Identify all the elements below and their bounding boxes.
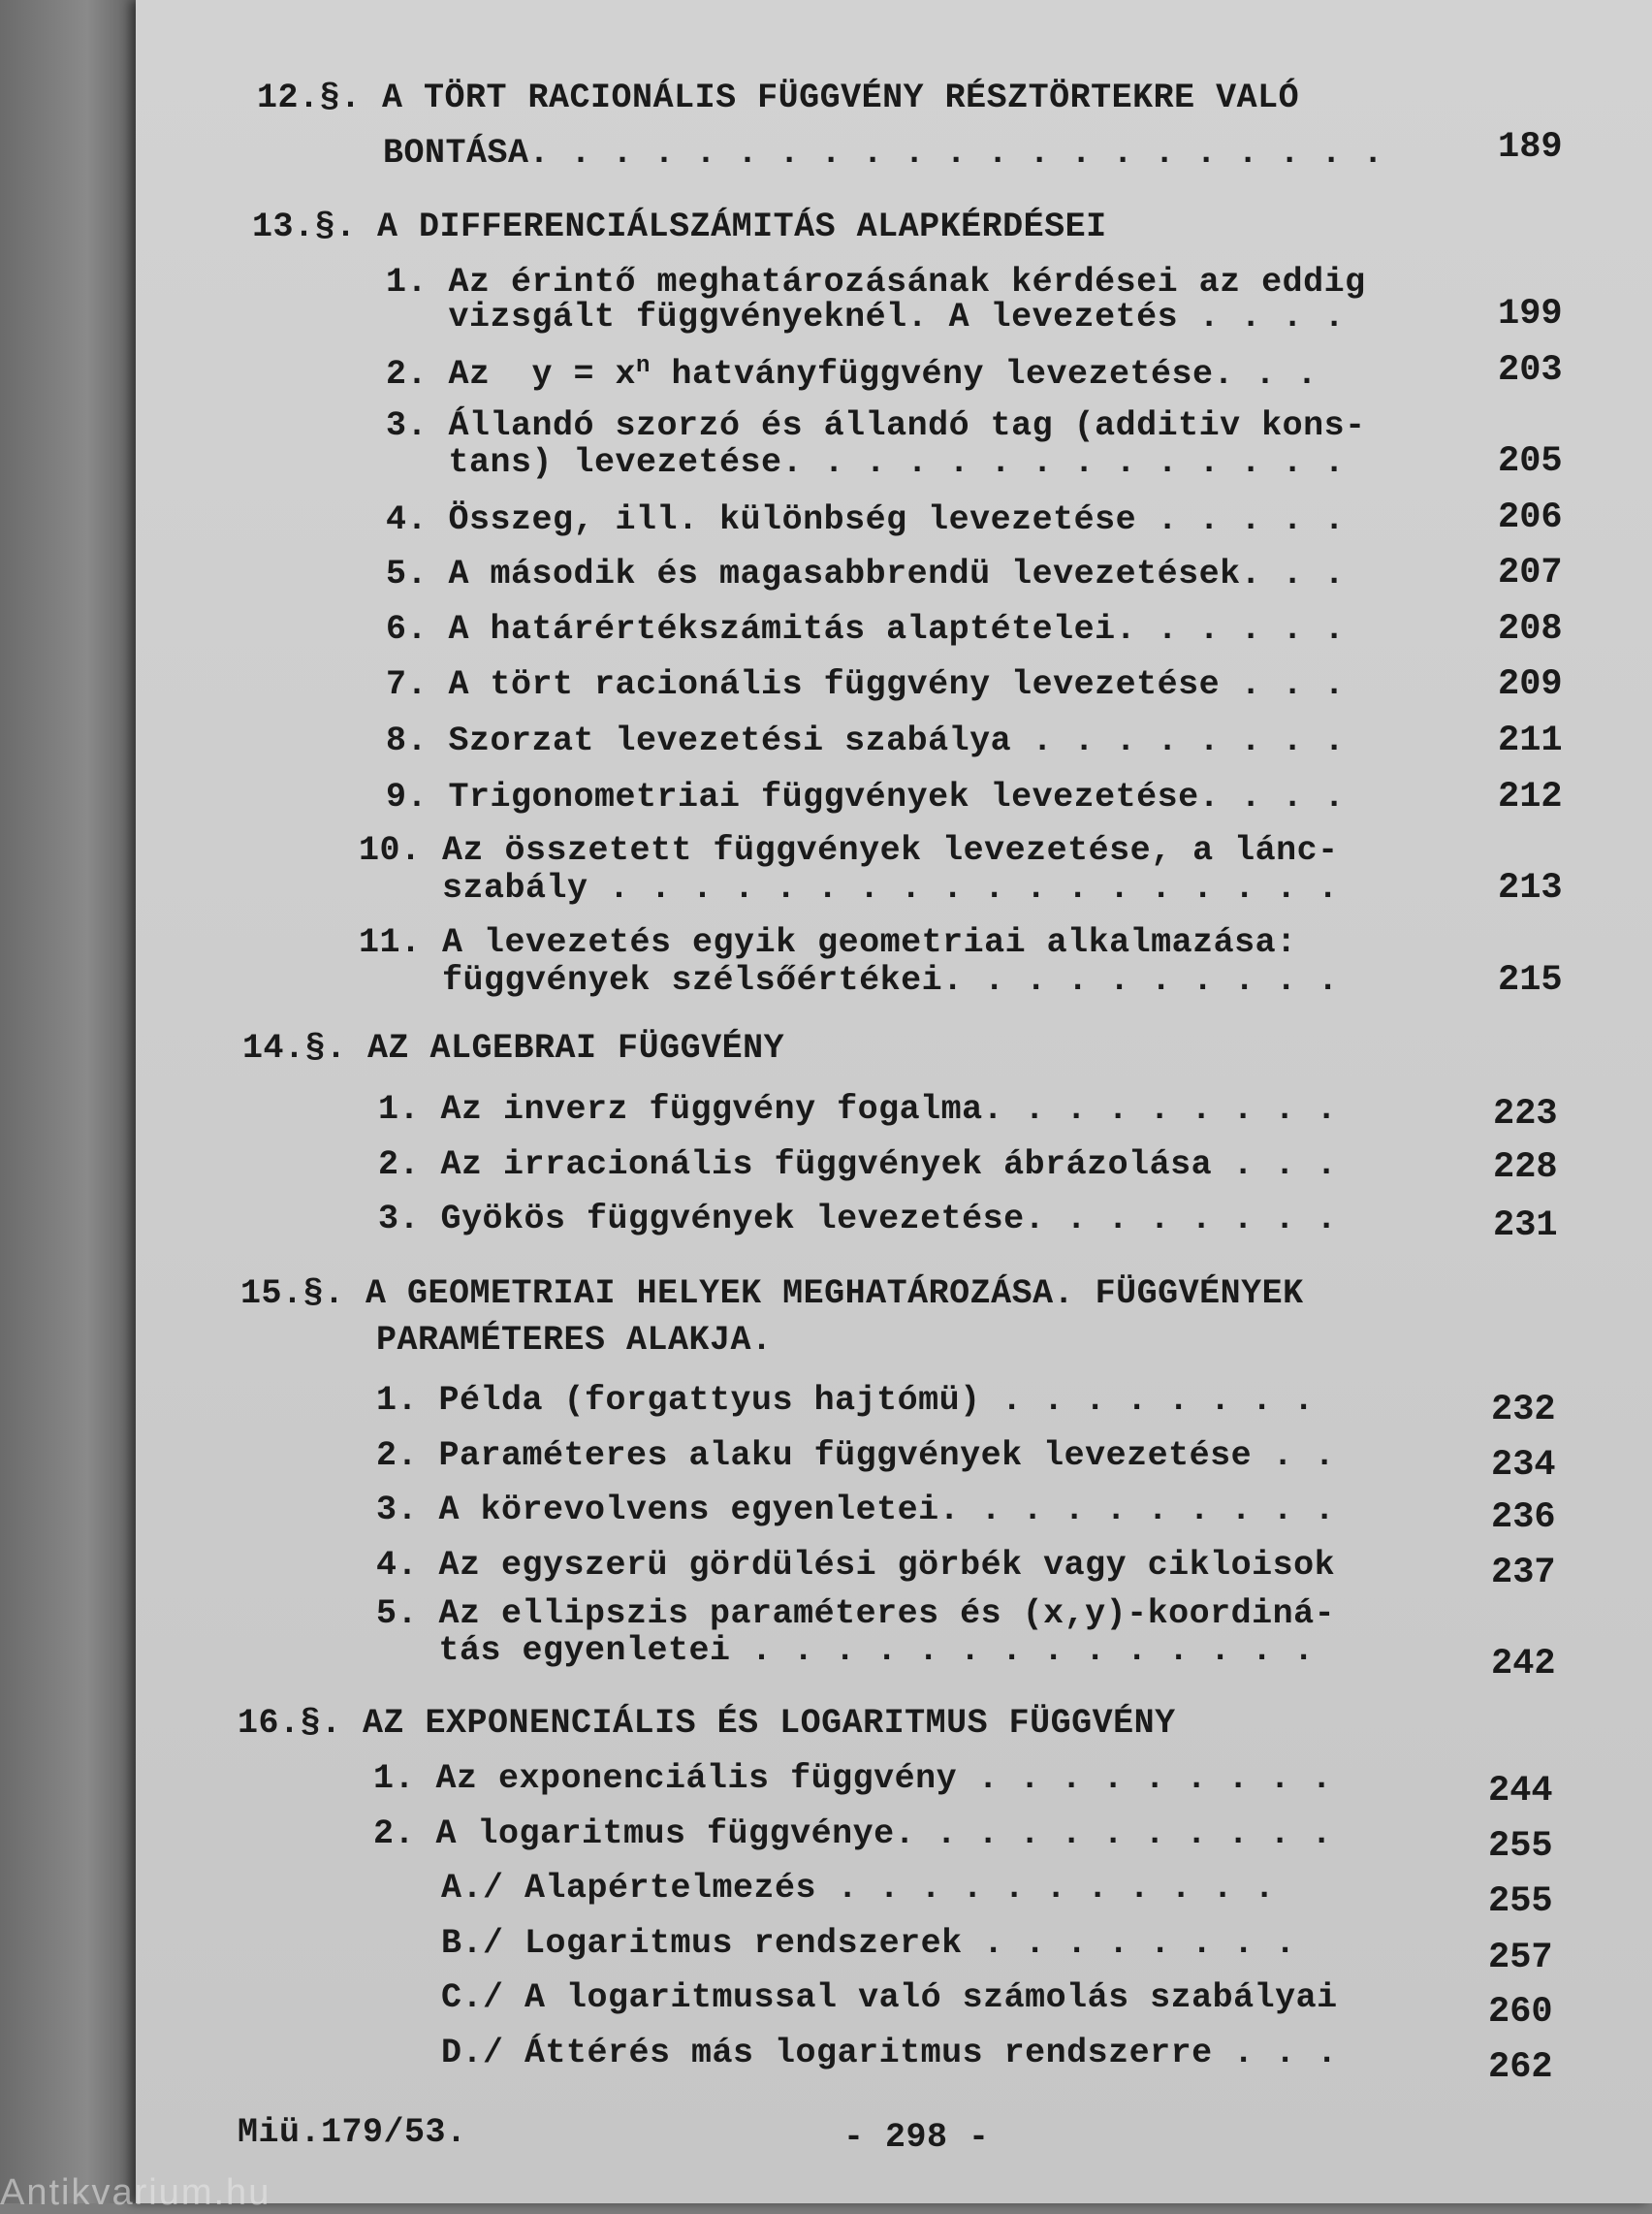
s13-item10-page: 213 (1498, 868, 1563, 909)
section-13-title: 13.§. A DIFFERENCIÁLSZÁMITÁS ALAPKÉRDÉSEI (252, 208, 1107, 246)
s13-item9-page: 212 (1498, 777, 1563, 818)
watermark: Antikvarium.hu (0, 2172, 271, 2213)
s13-item8: 8. Szorzat levezetési szabálya . . . . . . . . (386, 722, 1346, 760)
document-page (136, 0, 1652, 2203)
s15-item2-page: 234 (1491, 1445, 1556, 1486)
s14-item3-page: 231 (1493, 1205, 1558, 1246)
s13-item11-line1: 11. A levezetés egyik geometriai alkalmazása: (359, 923, 1297, 962)
s13-item2-text-b: hatványfüggvény levezetése. . . (650, 355, 1318, 394)
s13-item7-page: 209 (1498, 664, 1563, 705)
s16-item2: 2. A logaritmus függvénye. . . . . . . . . . . (373, 1814, 1333, 1853)
s15-item2: 2. Paraméteres alaku függvények levezetése . . (376, 1436, 1336, 1475)
s13-item4: 4. Összeg, ill. különbség levezetése . . . . . (386, 500, 1346, 539)
s16-item-d-page: 262 (1488, 2047, 1553, 2088)
s15-item5-line2: tás egyenletei . . . . . . . . . . . . . . (376, 1631, 1315, 1670)
s16-item-a-page: 255 (1488, 1881, 1553, 1922)
s14-item2-page: 228 (1493, 1147, 1558, 1188)
s13-item8-page: 211 (1498, 721, 1563, 761)
s13-item1-page: 199 (1498, 294, 1563, 335)
s14-item1: 1. Az inverz függvény fogalma. . . . . . . . . (378, 1090, 1338, 1129)
s13-item3-line1: 3. Állandó szorzó és állandó tag (additiv kons- (386, 406, 1366, 445)
s14-item3: 3. Gyökös függvények levezetése. . . . . . . . (378, 1200, 1338, 1238)
s16-item-a: A./ Alapértelmezés . . . . . . . . . . . (441, 1869, 1276, 1908)
s13-item7: 7. A tört racionális függvény levezetése . . . (386, 665, 1346, 704)
s15-item1-page: 232 (1491, 1390, 1556, 1430)
s13-item1-line1: 1. Az érintő meghatározásának kérdései az eddig (386, 263, 1366, 302)
s13-item11-line2: függvények szélsőértékei. . . . . . . . . . (359, 961, 1339, 1000)
section-12-page: 189 (1498, 127, 1563, 168)
s13-item10-line1: 10. Az összetett függvények levezetése, a lánc- (359, 831, 1339, 870)
s16-item2-page: 255 (1488, 1826, 1553, 1867)
s15-item4-page: 237 (1491, 1553, 1556, 1593)
s13-item4-page: 206 (1498, 497, 1563, 538)
s13-item11-page: 215 (1498, 960, 1563, 1001)
s15-item3-page: 236 (1491, 1497, 1556, 1538)
s16-item1-page: 244 (1488, 1771, 1553, 1812)
s14-item2: 2. Az irracionális függvények ábrázolása . . . (378, 1145, 1338, 1184)
section-14-title: 14.§. AZ ALGEBRAI FÜGGVÉNY (242, 1029, 785, 1068)
section-15-title-line1: 15.§. A GEOMETRIAI HELYEK MEGHATÁROZÁSA. FÜGGVÉNYEK (240, 1274, 1304, 1313)
s15-item5-line1: 5. Az ellipszis paraméteres és (x,y)-koordiná- (376, 1594, 1336, 1633)
s13-item5: 5. A második és magasabbrendü levezetések. . . (386, 555, 1346, 594)
footer-reference: Miü.179/53. (238, 2113, 467, 2152)
s13-item5-page: 207 (1498, 553, 1563, 594)
section-15-title-line2: PARAMÉTERES ALAKJA. (376, 1321, 773, 1360)
s13-item9: 9. Trigonometriai függvények levezetése. . . . (386, 778, 1346, 817)
s13-item2-page: 203 (1498, 350, 1563, 391)
s14-item1-page: 223 (1493, 1094, 1558, 1135)
s13-item2-text-a: 2. Az y = x (386, 355, 637, 394)
s16-item-c: C./ A logaritmussal való számolás szabályai (441, 1978, 1338, 2017)
s13-item3-line2: tans) levezetése. . . . . . . . . . . . . . (386, 443, 1346, 482)
s13-item2 (386, 353, 1318, 394)
s13-item1-line2: vizsgált függvényeknél. A levezetés . . . . (386, 298, 1346, 337)
s16-item-d: D./ Áttérés más logaritmus rendszerre . . . (441, 2034, 1338, 2072)
s15-item1: 1. Példa (forgattyus hajtómü) . . . . . . . . (376, 1381, 1315, 1420)
s15-item5-page: 242 (1491, 1644, 1556, 1685)
s16-item1: 1. Az exponenciális függvény . . . . . . . . . (373, 1759, 1333, 1798)
s13-item2-exponent: n (636, 353, 651, 379)
s15-item4: 4. Az egyszerü gördülési görbék vagy cikloisok (376, 1546, 1336, 1585)
s13-item6-page: 208 (1498, 609, 1563, 650)
s16-item-b-page: 257 (1488, 1938, 1553, 1978)
s13-item6: 6. A határértékszámitás alaptételei. . . . . . (386, 610, 1346, 649)
s15-item3: 3. A körevolvens egyenletei. . . . . . . . . . (376, 1491, 1336, 1529)
page-number: - 298 - (843, 2118, 990, 2157)
s16-item-c-page: 260 (1488, 1992, 1553, 2033)
section-16-title: 16.§. AZ EXPONENCIÁLIS ÉS LOGARITMUS FÜGGVÉNY (238, 1704, 1176, 1743)
section-12-title-line2: BONTÁSA. . . . . . . . . . . . . . . . . . . . . (383, 134, 1384, 173)
s13-item3-page: 205 (1498, 441, 1563, 482)
s13-item10-line2: szabály . . . . . . . . . . . . . . . . . . (359, 869, 1339, 908)
background-table (0, 0, 145, 2203)
section-12-title-line1: 12.§. A TÖRT RACIONÁLIS FÜGGVÉNY RÉSZTÖRTEKRE VALÓ (257, 79, 1300, 117)
s16-item-b: B./ Logaritmus rendszerek . . . . . . . . (441, 1924, 1296, 1963)
